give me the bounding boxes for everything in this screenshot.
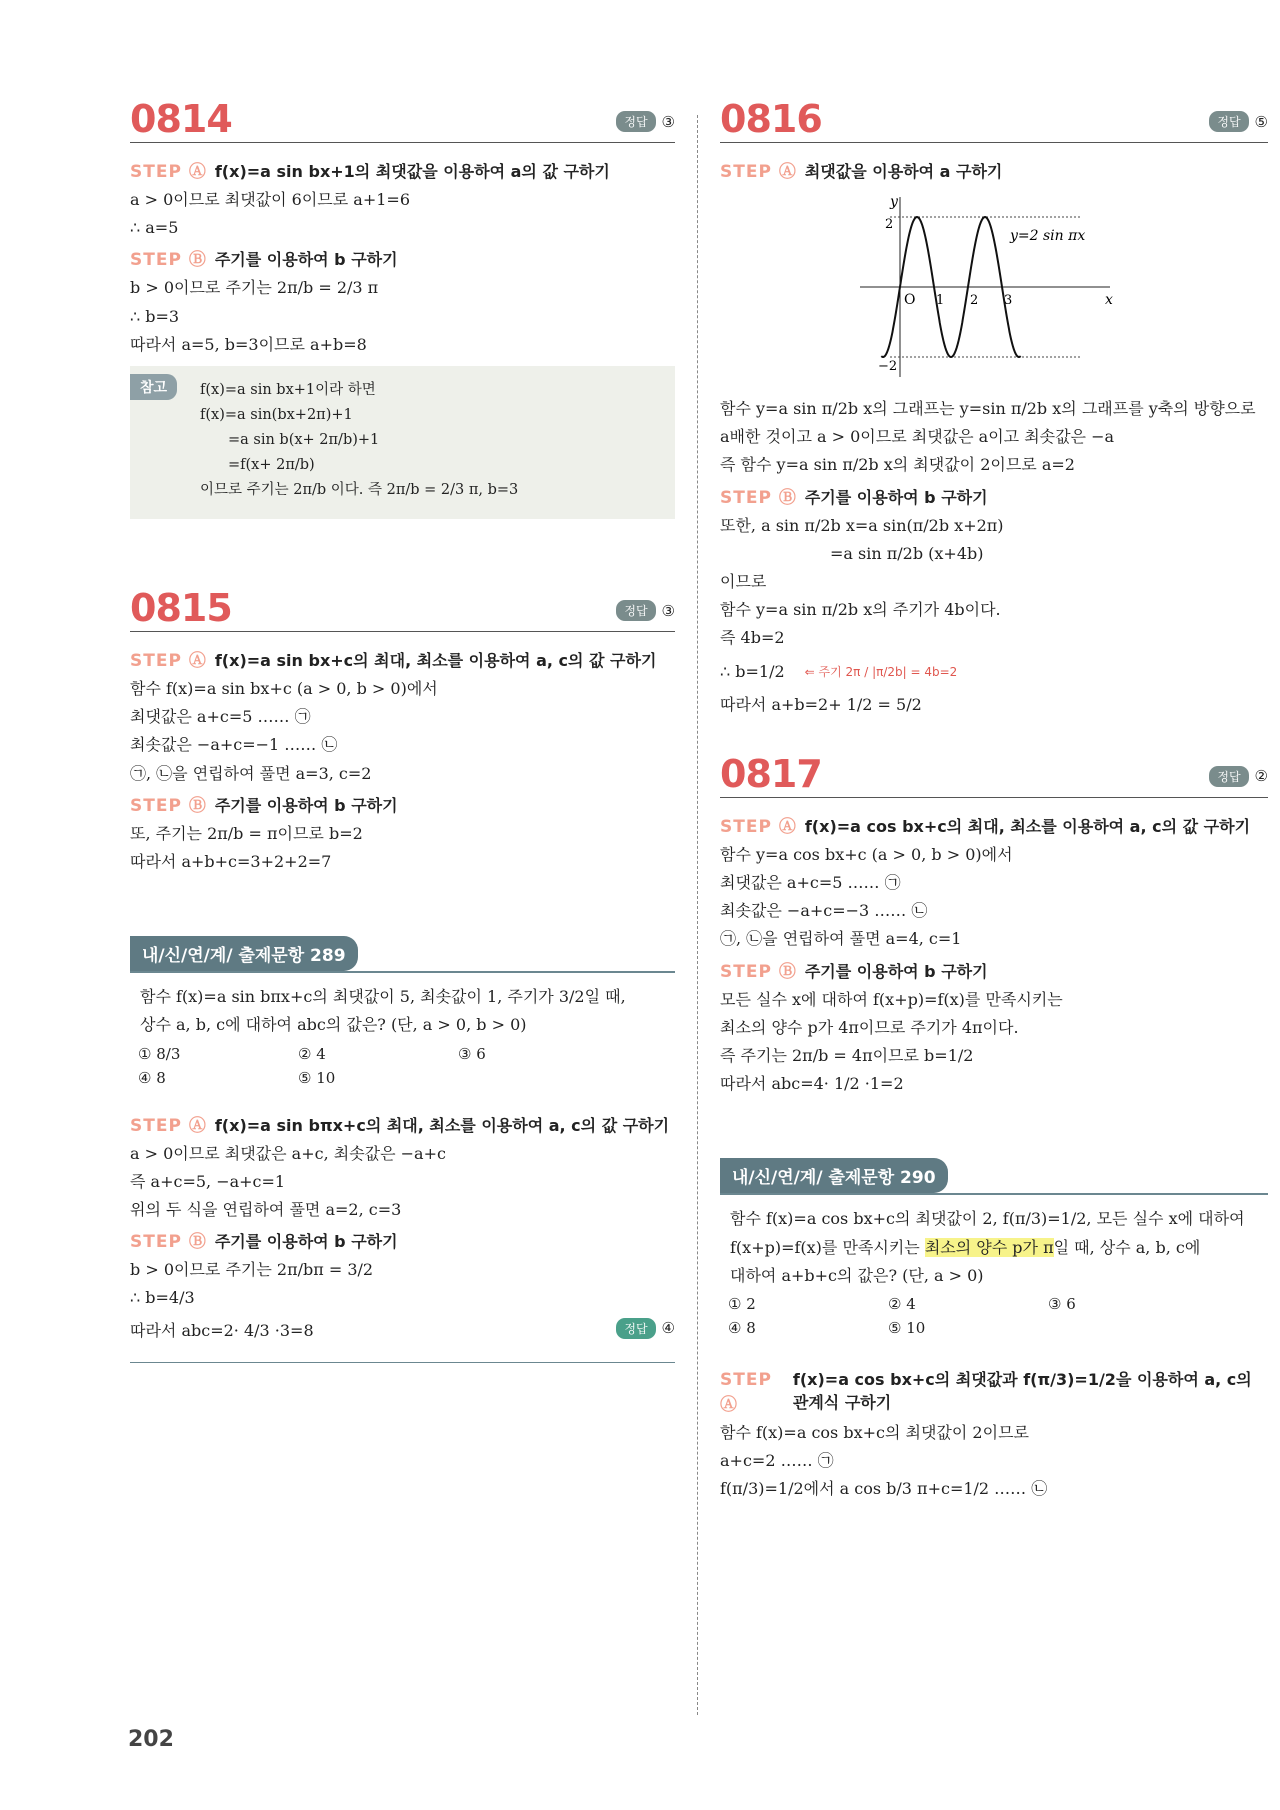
solution-line: 최댓값은 a+c=5 …… ㉠ xyxy=(720,873,901,893)
choice[interactable]: ③ 6 xyxy=(1048,1294,1076,1313)
x-tick: 1 xyxy=(936,293,945,308)
solution-line: f(π/3)=1/2에서 a cos b/3 π+c=1/2 …… ㉡ xyxy=(720,1479,1048,1499)
step-a xyxy=(130,646,675,671)
problem-number: 0815 xyxy=(130,586,232,631)
curve-label: y=2 sin πx xyxy=(1010,228,1086,244)
solution-line: 또한, a sin π/2b x=a sin(π/2b x+2π) xyxy=(720,515,1004,535)
step-a xyxy=(130,157,675,182)
final-row xyxy=(130,1314,675,1347)
question-text: f(x+p)=f(x)를 만족시키는 xyxy=(730,1237,925,1257)
x-tick: 3 xyxy=(1004,293,1013,308)
step-b xyxy=(720,483,1268,508)
solution-line: 따라서 a+b=2+ 1/2 = 5/2 xyxy=(720,694,922,714)
x-axis-label: x xyxy=(1105,292,1113,308)
choice[interactable]: ③ 6 xyxy=(458,1044,486,1063)
solution-line: ㉠, ㉡을 연립하여 풀면 a=4, c=1 xyxy=(720,929,962,949)
problem-0817-header xyxy=(720,751,1268,798)
y-tick-bottom: −2 xyxy=(878,359,898,374)
step-b xyxy=(130,791,675,816)
choice[interactable]: ② 4 xyxy=(298,1044,326,1063)
answer-badge: 정답 xyxy=(616,600,655,621)
solution-line: 즉 4b=2 xyxy=(720,628,785,648)
problem-number: 0817 xyxy=(720,751,822,796)
step-tag: STEP Ⓑ xyxy=(720,961,797,982)
step-b xyxy=(720,957,1268,982)
answer-badge: 정답 xyxy=(1209,766,1248,787)
x-tick: 2 xyxy=(970,293,979,308)
section-rule xyxy=(130,1362,675,1363)
choice[interactable]: ⑤ 10 xyxy=(888,1318,926,1337)
answer-badge: 정답 xyxy=(616,111,655,132)
answer-value: ③ xyxy=(661,601,675,620)
solution-line: a > 0이므로 최댓값은 a+c, 최솟값은 −a+c xyxy=(130,1143,446,1163)
solution-line: 즉 a+c=5, −a+c=1 xyxy=(130,1171,286,1191)
step-tag: STEP Ⓐ xyxy=(720,816,797,837)
problem-0814-header xyxy=(130,97,675,143)
note-line: f(x)=a sin(bx+2π)+1 xyxy=(200,406,353,423)
related-question-banner xyxy=(130,936,675,973)
solution-line: 함수 f(x)=a sin bx+c (a > 0, b > 0)에서 xyxy=(130,679,438,699)
solution-line: ∴ a=5 xyxy=(130,218,179,238)
step-tag: STEP Ⓑ xyxy=(130,250,207,271)
step-tag: STEP Ⓐ xyxy=(130,651,207,672)
solution-line: =a sin π/2b (x+4b) xyxy=(830,543,984,563)
answer-box xyxy=(1209,111,1268,132)
step-tag: STEP Ⓑ xyxy=(720,487,797,508)
related-question-banner xyxy=(720,1158,1268,1195)
step-a xyxy=(130,1111,675,1136)
step-title: 주기를 이용하여 b 구하기 xyxy=(804,487,988,507)
step-title: f(x)=a cos bx+c의 최댓값과 f(π/3)=1/2을 이용하여 a, c의 관계식 구하기 xyxy=(792,1369,1252,1412)
step-title: 주기를 이용하여 b 구하기 xyxy=(214,1232,398,1252)
b-row xyxy=(720,655,1268,688)
step-title: f(x)=a sin bπx+c의 최대, 최소를 이용하여 a, c의 값 구하기 xyxy=(214,1115,670,1135)
solution-line: 최솟값은 −a+c=−1 …… ㉡ xyxy=(130,735,338,755)
answer-badge: 정답 xyxy=(1209,111,1248,132)
step-tag: STEP Ⓐ xyxy=(720,162,797,182)
solution-line: 이므로 xyxy=(720,571,767,591)
step-title: 주기를 이용하여 b 구하기 xyxy=(214,250,398,270)
question-line: 함수 f(x)=a sin bπx+c의 최댓값이 5, 최솟값이 1, 주기가 3/2일 때, xyxy=(140,987,626,1007)
note-tag: 참고 xyxy=(130,374,177,400)
right-column xyxy=(720,97,1268,1506)
solution-line: 최소의 양수 p가 4π이므로 주기가 4π이다. xyxy=(720,1017,1019,1037)
solution-line: 함수 y=a sin π/2b x의 주기가 4b이다. xyxy=(720,600,1001,620)
choices xyxy=(138,1045,675,1087)
solution-line: 따라서 a=5, b=3이므로 a+b=8 xyxy=(130,334,367,354)
y-axis-label: y xyxy=(890,194,898,210)
solution-line: a배한 것이고 a > 0이므로 최댓값은 a이고 최솟값은 −a xyxy=(720,427,1115,447)
choice[interactable]: ④ 8 xyxy=(728,1318,756,1337)
answer-value: ④ xyxy=(661,1319,675,1338)
step-tag: STEP Ⓐ xyxy=(130,1115,207,1136)
solution-line: ∴ b=1/2 xyxy=(720,661,785,681)
step-title: f(x)=a cos bx+c의 최대, 최소를 이용하여 a, c의 값 구하기 xyxy=(804,816,1251,836)
answer-box xyxy=(616,600,675,621)
question-line xyxy=(720,1236,1268,1259)
step-tag: STEP Ⓑ xyxy=(130,795,207,816)
answer-box xyxy=(616,111,675,132)
problem-0816-header xyxy=(720,97,1268,143)
solution-line: a+c=2 …… ㉠ xyxy=(720,1451,834,1471)
side-note: ⇐ 주기 2π / |π/2b| = 4b=2 xyxy=(804,664,958,679)
step-a xyxy=(720,157,1268,182)
solution-line: 최솟값은 −a+c=−3 …… ㉡ xyxy=(720,901,928,921)
choice[interactable]: ⑤ 10 xyxy=(298,1068,336,1087)
answer-box xyxy=(616,1318,675,1339)
solution-line: a > 0이므로 최댓값이 6이므로 a+1=6 xyxy=(130,190,411,209)
answer-badge: 정답 xyxy=(616,1318,655,1339)
banner-label: 내/신/연/계/ 출제문항 290 xyxy=(720,1158,948,1193)
step-b xyxy=(130,245,675,270)
step-tag: STEP Ⓑ xyxy=(130,1232,207,1253)
note-line: =a sin b(x+ 2π/b)+1 xyxy=(228,431,380,448)
answer-value: ② xyxy=(1254,767,1268,786)
answer-box xyxy=(1209,766,1268,787)
highlighted-text: 최소의 양수 p가 π xyxy=(924,1237,1054,1257)
page-number: 202 xyxy=(128,1727,174,1752)
solution-line: 함수 y=a sin π/2b x의 그래프는 y=sin π/2b x의 그래프를 y축의 방향으로 xyxy=(720,399,1256,418)
note-line: =f(x+ 2π/b) xyxy=(228,456,315,473)
solution-line: 위의 두 식을 연립하여 풀면 a=2, c=3 xyxy=(130,1199,402,1219)
step-title: 주기를 이용하여 b 구하기 xyxy=(214,795,398,815)
answer-value: ③ xyxy=(661,112,675,131)
solution-line: ㉠, ㉡을 연립하여 풀면 a=3, c=2 xyxy=(130,763,372,783)
step-tag: STEP Ⓐ xyxy=(720,1369,772,1415)
choice[interactable]: ① 8/3 xyxy=(138,1044,181,1063)
step-a xyxy=(720,1367,1268,1415)
solution-line: 함수 y=a cos bx+c (a > 0, b > 0)에서 xyxy=(720,844,1013,864)
solution-line: 즉 주기는 2π/b = 4π이므로 b=1/2 xyxy=(720,1046,974,1065)
solution-line: 최댓값은 a+c=5 …… ㉠ xyxy=(130,707,311,727)
question-text: 일 때, 상수 a, b, c에 xyxy=(1053,1237,1201,1257)
problem-0815-header xyxy=(130,586,675,632)
solution-line: 모든 실수 x에 대하여 f(x+p)=f(x)를 만족시키는 xyxy=(720,989,1063,1009)
step-b xyxy=(130,1227,675,1252)
left-column xyxy=(130,97,675,1363)
banner-label: 내/신/연/계/ 출제문항 289 xyxy=(130,936,358,971)
solution-line: b > 0이므로 주기는 2π/bπ = 3/2 xyxy=(130,1260,374,1280)
solution-line: 따라서 abc=4· 1/2 ·1=2 xyxy=(720,1074,904,1094)
note-line: f(x)=a sin bx+1이라 하면 xyxy=(200,381,376,398)
solution-line: 또, 주기는 2π/b = π이므로 b=2 xyxy=(130,823,363,843)
step-tag: STEP Ⓐ xyxy=(130,162,207,182)
choice[interactable]: ① 2 xyxy=(728,1294,756,1313)
choice[interactable]: ④ 8 xyxy=(138,1068,166,1087)
solution-line: 따라서 abc=2· 4/3 ·3=8 xyxy=(130,1321,314,1341)
question-line: 대하여 a+b+c의 값은? (단, a > 0) xyxy=(730,1265,984,1285)
solution-line: ∴ b=4/3 xyxy=(130,1288,195,1308)
question-line: 상수 a, b, c에 대하여 abc의 값은? (단, a > 0, b > 0) xyxy=(140,1015,527,1035)
answer-value: ⑤ xyxy=(1254,112,1268,131)
y-tick-top: 2 xyxy=(885,217,894,232)
solution-line: 즉 함수 y=a sin π/2b x의 최댓값이 2이므로 a=2 xyxy=(720,455,1075,475)
step-title: f(x)=a sin bx+1의 최댓값을 이용하여 a의 값 구하기 xyxy=(214,162,610,181)
solution-line: 따라서 a+b+c=3+2+2=7 xyxy=(130,851,332,871)
question-line: 함수 f(x)=a cos bx+c의 최댓값이 2, f(π/3)=1/2, 모든 실수 x에 대하여 xyxy=(730,1209,1245,1229)
sine-graph xyxy=(860,192,1120,382)
step-title: 최댓값을 이용하여 a 구하기 xyxy=(804,162,1003,181)
origin-label: O xyxy=(904,292,916,308)
step-a xyxy=(720,812,1268,837)
solution-line: ∴ b=3 xyxy=(130,306,180,326)
choice[interactable]: ② 4 xyxy=(888,1294,916,1313)
step-title: 주기를 이용하여 b 구하기 xyxy=(804,961,988,981)
solution-line: 함수 f(x)=a cos bx+c의 최댓값이 2이므로 xyxy=(720,1422,1029,1442)
solution-line: b > 0이므로 주기는 2π/b = 2/3 π xyxy=(130,278,379,298)
choices xyxy=(728,1295,1268,1337)
problem-number: 0816 xyxy=(720,97,822,141)
problem-number: 0814 xyxy=(130,97,232,141)
column-divider xyxy=(697,115,698,1715)
reference-note xyxy=(130,366,675,519)
note-line: 이므로 주기는 2π/b 이다. 즉 2π/b = 2/3 π, b=3 xyxy=(200,482,519,498)
step-title: f(x)=a sin bx+c의 최대, 최소를 이용하여 a, c의 값 구하기 xyxy=(214,651,657,671)
